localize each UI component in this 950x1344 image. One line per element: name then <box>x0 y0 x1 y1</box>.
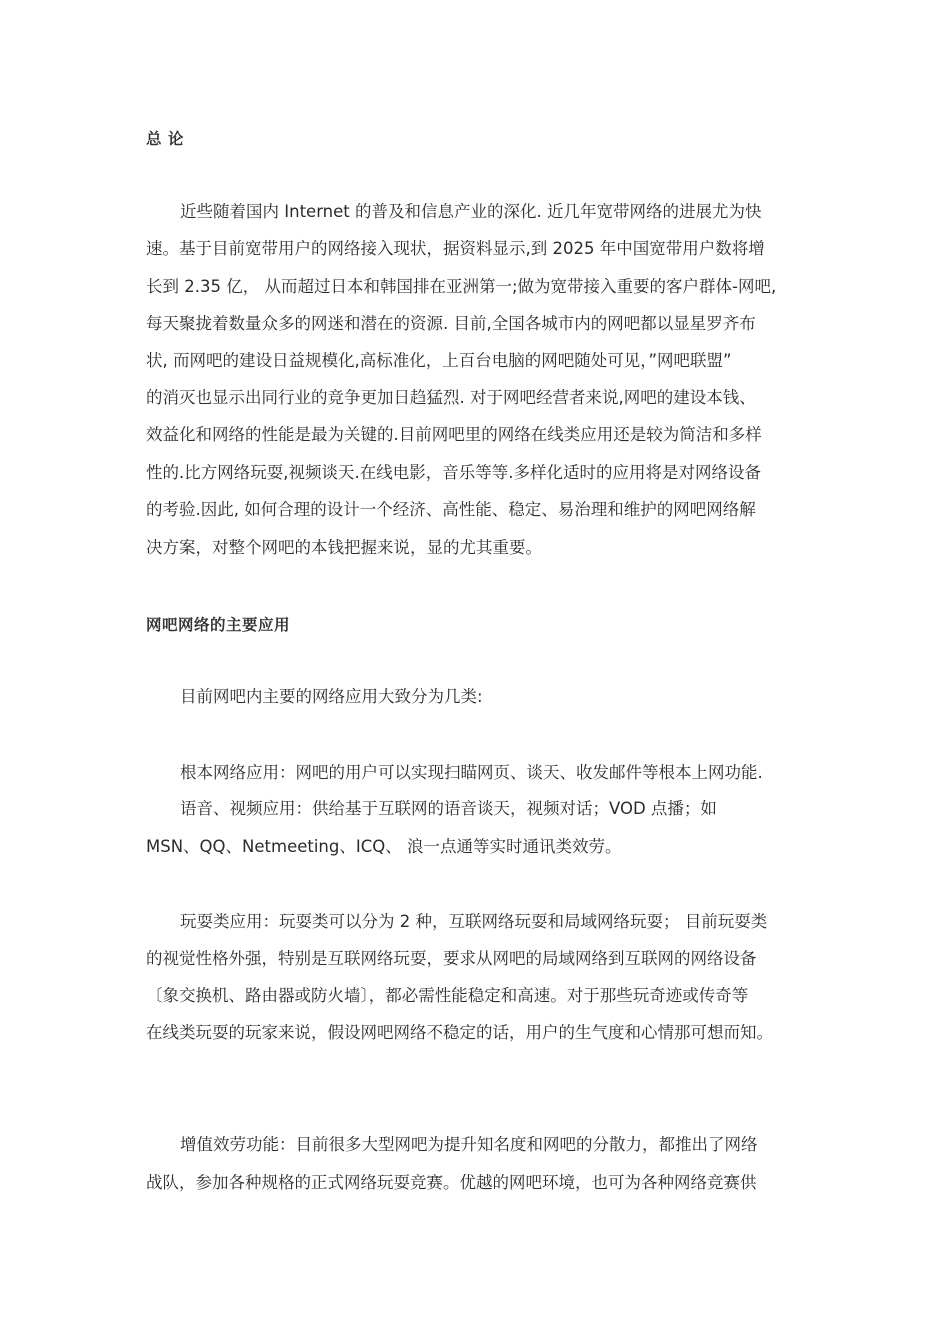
paragraph-line: 长到 2.35 亿， 从而超过日本和韩国排在亚洲第一;做为宽带接入重要的客户群体-网吧, <box>146 277 777 296</box>
section-heading-intro: 总 论 <box>146 130 184 148</box>
paragraph-line: 增值效劳功能：目前很多大型网吧为提升知名度和网吧的分散力，都推出了网络 <box>180 1135 758 1154</box>
paragraph-line: 的消灭也显示出同行业的竞争更加日趋猛烈. 对于网吧经营者来说,网吧的建设本钱、 <box>146 388 756 407</box>
section-heading-apps: 网吧网络的主要应用 <box>146 616 291 634</box>
paragraph-line: 速。基于目前宽带用户的网络接入现状，据资料显示,到 2025 年中国宽带用户数将增 <box>146 239 765 258</box>
paragraph-line: 战队，参加各种规格的正式网络玩耍竞赛。优越的网吧环境，也可为各种网络竞赛供 <box>146 1173 757 1192</box>
paragraph-line: 状, 而网吧的建设日益规模化,高标准化，上百台电脑的网吧随处可见，”网吧联盟” <box>146 351 732 370</box>
paragraph-line: 语音、视频应用：供给基于互联网的语音谈天，视频对话；VOD 点播；如 <box>180 799 717 818</box>
paragraph-line: 在线类玩耍的玩家来说，假设网吧网络不稳定的话，用户的生气度和心情那可想而知。 <box>146 1023 773 1042</box>
paragraph-line: 决方案，对整个网吧的本钱把握来说，显的尤其重要。 <box>146 538 542 557</box>
paragraph-line: 每天聚拢着数量众多的网迷和潜在的资源. 目前,全国各城市内的网吧都以显星罗齐布 <box>146 314 756 333</box>
paragraph-line: 的视觉性格外强，特别是互联网络玩耍，要求从网吧的局域网络到互联网的网络设备 <box>146 949 757 968</box>
paragraph-line: 目前网吧内主要的网络应用大致分为几类: <box>180 687 483 706</box>
paragraph-line: 的考验.因此, 如何合理的设计一个经济、高性能、稳定、易治理和维护的网吧网络解 <box>146 500 756 519</box>
paragraph-line: 效益化和网络的性能是最为关键的.目前网吧里的网络在线类应用还是较为简洁和多样 <box>146 425 762 444</box>
paragraph-line: 根本网络应用：网吧的用户可以实现扫瞄网页、谈天、收发邮件等根本上网功能. <box>180 763 763 782</box>
paragraph-line: MSN、QQ、Netmeeting、ICQ、 浪一点通等实时通讯类效劳。 <box>146 837 622 856</box>
paragraph-line: 性的.比方网络玩耍,视频谈天.在线电影，音乐等等.多样化适时的应用将是对网络设备 <box>146 463 761 482</box>
paragraph-line: 〔象交换机、路由器或防火墙〕，都必需性能稳定和高速。对于那些玩奇迹或传奇等 <box>146 986 749 1005</box>
paragraph-line: 近些随着国内 Internet 的普及和信息产业的深化. 近几年宽带网络的进展尤为快 <box>180 202 762 221</box>
paragraph-line: 玩耍类应用：玩耍类可以分为 2 种，互联网络玩耍和局域网络玩耍； 目前玩耍类 <box>180 912 768 931</box>
